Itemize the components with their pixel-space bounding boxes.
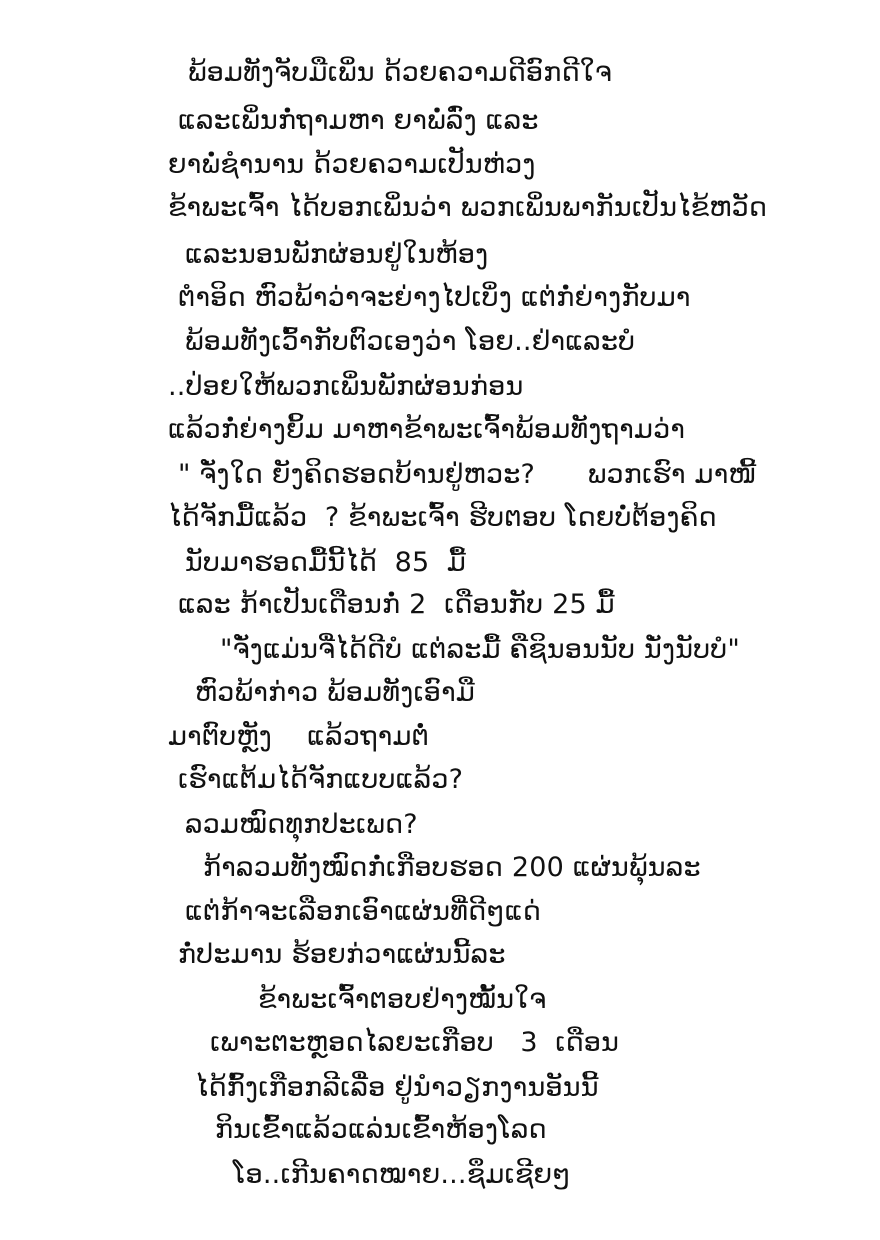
text-line: ແຕ່ກ້າຈະເລືອກເອົາແຜ່ນທີ່ດີໆແດ່ bbox=[185, 896, 541, 927]
text-line: ຂ້າພະເຈົ້າຕອບຢ່າງໝັ້ນໃຈ bbox=[258, 984, 547, 1015]
text-line: ພ້ອມທັງເວົ້າກັບຕົວເອງວ່າ ໂອຍ..ຢ່າແລະບໍ bbox=[185, 326, 636, 357]
text-line: ໄດ້ຈັກມື້ແລ້ວ ? ຂ້າພະເຈົ້າ ຮີບຕອບ ໂດຍບໍ່ຕ້ອງຄິດ bbox=[168, 502, 717, 533]
text-line: ເຮົາແຕ້ມໄດ້ຈັກແບບແລ້ວ? bbox=[178, 764, 464, 795]
text-line: ຂ້າພະເຈົ້າ ໄດ້ບອກເພິ່ນວ່າ ພວກເພິ່ນພາກັນເປັນໄຂ້ຫວັດ bbox=[168, 192, 768, 223]
text-line: ພ້ອມທັງຈັບມືເພິ່ນ ດ້ວຍຄວາມດີອົກດີໃຈ bbox=[188, 57, 613, 88]
text-line: ຍາພໍ່ຊໍານານ ດ້ວຍຄວາມເປັນຫ່ວງ bbox=[168, 149, 536, 180]
text-line: ມາຕົບຫຼັງ ແລ້ວຖາມຕໍ່ bbox=[168, 721, 430, 752]
text-line: " ຈັ່ງໃດ ຍັງຄິດຮອດບ້ານຢູ່ຫວະ? ພວກເຮົາ ມາໜີ້ bbox=[178, 459, 757, 490]
text-line: ກໍ່ປະມານ ຮ້ອຍກ່ວາແຜ່ນນີ້ລະ bbox=[178, 939, 506, 970]
text-line: ..ປ່ອຍໃຫ້ພວກເພິ່ນພັກຜ່ອນກ່ອນ bbox=[168, 371, 524, 402]
text-line: ໂອ..ເກີນຄາດໝາຍ...ຊຶມເຊີຍໆ bbox=[233, 1159, 571, 1190]
text-line: ກິນເຂົ້າແລ້ວແລ່ນເຂົ້າຫ້ອງໂລດ bbox=[215, 1114, 547, 1145]
text-line: ລວມໝົດທຸກປະເພດ? bbox=[185, 809, 418, 840]
text-line: ຕໍາອິດ ຫົວພ້າວ່າຈະຍ່າງໄປເບິ່ງ ແຕ່ກໍ່ຍ່າງກັບມາ bbox=[178, 282, 691, 313]
text-line: ແລະນອນພັກຜ່ອນຢູ່ໃນຫ້ອງ bbox=[185, 239, 489, 270]
text-line: ຫົວພ້າກ່າວ ພ້ອມທັງເອົາມື bbox=[195, 677, 475, 708]
text-line: ໄດ້ກົ້ງເກືອກລີເລື່ອ ຢູ່ນໍາວຽກງານອັນນີ້ bbox=[195, 1072, 599, 1103]
text-line: ກ້າລວມທັງໝົດກໍ່ເກືອບຮອດ 200 ແຜ່ນພຸ້ນລະ bbox=[203, 852, 701, 883]
text-line: ແລ້ວກໍ່ຍ່າງຍິ້ມ ມາຫາຂ້າພະເຈົ້າພ້ອມທັງຖາມວ່າ bbox=[168, 414, 686, 445]
text-line: ນັບມາຮອດມື້ນີ້ໄດ້ 85 ມື້ bbox=[185, 547, 467, 578]
text-line: "ຈັ່ງແມ່ນຈື່ໄດ້ດີບໍ ແຕ່ລະມື້ ຄືຊິນອນນັບ ນັ່ງນັບບໍ" bbox=[220, 634, 740, 665]
text-line: ເພາະຕະຫຼອດໄລຍະເກືອບ 3 ເດືອນ bbox=[210, 1027, 620, 1058]
text-line: ແລະ ກ້າເປັນເດືອນກໍ່ 2 ເດືອນກັບ 25 ມື້ bbox=[178, 589, 615, 620]
text-line: ແລະເພິ່ນກໍ່ຖາມຫາ ຍາພໍ່ລົ່ງ ແລະ bbox=[178, 105, 539, 136]
